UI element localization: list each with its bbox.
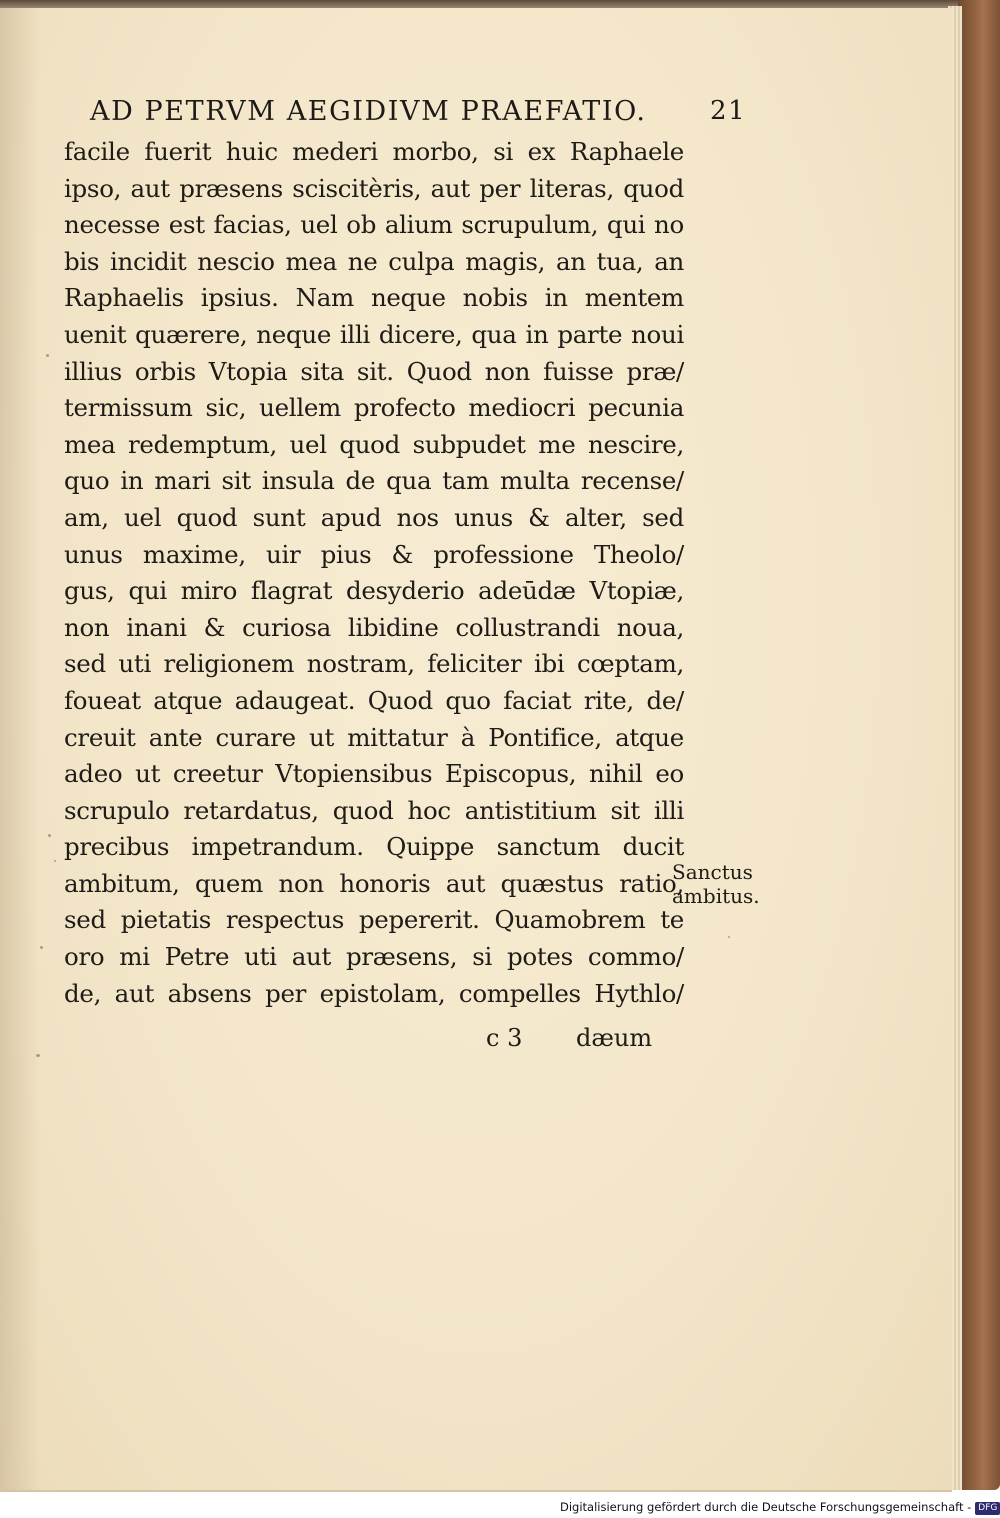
text-line: unus maxime, uir pius & professione Theolo/ <box>64 539 684 569</box>
text-line: am, uel quod sunt apud nos unus & alter, sed <box>64 502 684 532</box>
text-line: oro mi Petre uti aut præsens, si potes commo/ <box>64 942 684 972</box>
digitization-credit <box>560 1498 996 1516</box>
text-line: sed pietatis respectus pepererit. Quamobrem te <box>64 905 684 935</box>
text-line: necesse est facias, uel ob alium scrupulum, qui no <box>64 210 684 240</box>
catchword: dæum <box>576 1024 653 1052</box>
text-line: uenit quærere, neque illi dicere, qua in parte noui <box>64 319 684 349</box>
text-line: mea redemptum, uel quod subpudet me nescire, <box>64 429 684 459</box>
text-line: Raphaelis ipsius. Nam neque nobis in mentem <box>64 283 684 313</box>
paper-speck <box>36 1054 40 1057</box>
paper-speck <box>40 946 43 949</box>
credit-text: Digitalisierung gefördert durch die Deutsche Forschungsgemeinschaft - <box>560 1500 972 1514</box>
text-line: illius orbis Vtopia sita sit. Quod non fuisse præ/ <box>64 356 684 386</box>
paper-speck <box>728 936 730 938</box>
body-text <box>64 134 684 1012</box>
text-line: adeo ut creetur Vtopiensibus Episcopus, nihil eo <box>64 759 684 789</box>
catchline <box>486 1020 666 1056</box>
running-head-title: AD PETRVM AEGIDIVM PRAEFATIO. <box>90 96 647 127</box>
text-line: precibus impetrandum. Quippe sanctum ducit <box>64 832 684 862</box>
text-line: creuit ante curare ut mittatur à Pontifice, atque <box>64 722 684 752</box>
text-line: quo in mari sit insula de qua tam multa recense/ <box>64 466 684 496</box>
text-line: facile fuerit huic mederi morbo, si ex Raphaele <box>64 137 684 166</box>
text-line: scrupulo retardatus, quod hoc antistitium sit illi <box>64 795 684 825</box>
text-line: non inani & curiosa libidine collustrandi noua, <box>64 612 684 642</box>
text-line: ambitum, quem non honoris aut quæstus ratio, <box>64 868 684 898</box>
marginal-note-line: ambitus. <box>672 884 760 908</box>
marginal-note-line: Sanctus <box>672 860 753 884</box>
text-line: gus, qui miro flagrat desyderio adeūdæ Vtopiæ, <box>64 576 684 606</box>
dfg-logo: DFG <box>975 1502 1000 1515</box>
text-line: ipso, aut præsens sciscitèris, aut per literas, quod <box>64 173 684 203</box>
paper-speck <box>48 834 51 837</box>
book-cover-edge <box>958 0 1000 1490</box>
marginal-note <box>672 860 782 908</box>
folio-number: 21 <box>710 96 747 126</box>
text-line: termissum sic, uellem profecto mediocri pecunia <box>64 393 684 423</box>
text-line: bis incidit nescio mea ne culpa magis, an tua, an <box>64 246 684 276</box>
text-line: de, aut absens per epistolam, compelles Hythlo/ <box>64 978 684 1008</box>
text-line: foueat atque adaugeat. Quod quo faciat rite, de/ <box>64 685 684 715</box>
running-head <box>90 90 747 130</box>
paper-speck <box>46 354 49 357</box>
text-line: sed uti religionem nostram, feliciter ibi cœptam, <box>64 649 684 679</box>
signature-mark: c 3 <box>486 1024 523 1052</box>
paper-speck <box>54 860 56 862</box>
